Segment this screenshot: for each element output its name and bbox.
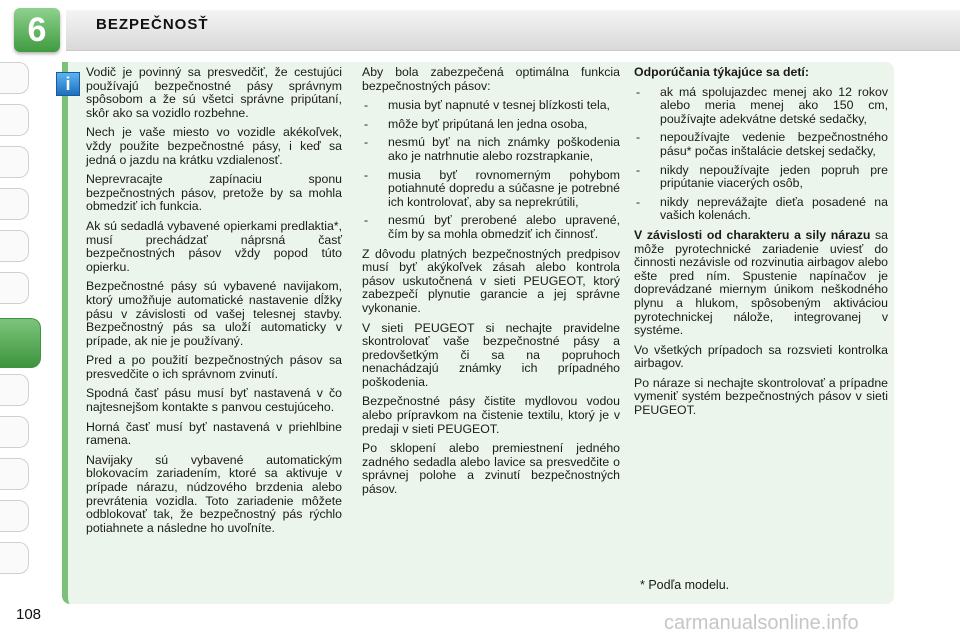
list-item: - nikdy nepoužívajte jeden popruh pre pripútanie viacerých osôb,: [634, 164, 888, 191]
paragraph: Z dôvodu platných bezpečnostných predpisov musí byť akýkoľvek zásah alebo kontrola pásov uskutočnená v sieti PEUGEOT, ktorý zabezpečí plynutie garancie a jej správne vykonanie.: [362, 246, 620, 315]
paragraph-intro: Aby bola zabezpečená optimálna funkcia bezpečnostných pásov:: [362, 65, 620, 93]
paragraph: Navijaky sú vybavené automatickým blokovacím zariadením, ktoré sa aktivuje v prípade nárazu, núdzového brzdenia alebo prevrátenia vozidla. Toto zariadenie môžete odblokovať tak, že bezpečnostný pás rýchlo potiahnete a následne ho uvoľníte.: [86, 452, 342, 535]
paragraph: Horná časť musí byť nastavená v priehlbine ramena.: [86, 419, 342, 448]
paragraph: Nech je vaše miesto vo vozidle akékoľvek, vždy použite bezpečnostné pásy, i keď sa jedná o jazdu na krátku vzdialenosť.: [86, 125, 342, 167]
page-header: [0, 0, 960, 56]
impact-text: sa môže pyrotechnické zariadenie uviesť do činnosti nezávisle od rozvinutia airbagov alebo ešte pred ním. Spustenie napínačov je doprevádzané miernym únikom neškodného plynu a hlukom, spôsobeným aktiváciou pyrotechnickej nálože, integrovanej v systéme.: [634, 227, 888, 338]
page-title: BEZPEČNOSŤ: [96, 16, 209, 33]
chapter-badge: 6: [14, 8, 60, 52]
chapter-tab-11[interactable]: [0, 500, 29, 532]
watermark: carmanualsonline.info: [664, 612, 859, 634]
chapter-tab-5[interactable]: [0, 230, 29, 262]
list-item: - musia byť rovnomerným pohybom potiahnuté dopredu a súčasne je potrebné ich kontrolovať, aby sa neprekrútili,: [362, 169, 620, 210]
chapter-tab-4[interactable]: [0, 188, 29, 220]
paragraph: Po náraze si nechajte skontrolovať a prípadne vymeniť systém bezpečnostných pásov v sieti PEUGEOT.: [634, 375, 888, 418]
paragraph: Ak sú sedadlá vybavené opierkami predlaktia*, musí prechádzať náprsná časť bezpečnostných pásov vždy popod túto opierku.: [86, 218, 342, 274]
chapter-tab-2[interactable]: [0, 104, 29, 136]
footnote: * Podľa modelu.: [640, 578, 730, 592]
paragraph: Pred a po použití bezpečnostných pásov sa presvedčite o ich správnom zvinutí.: [86, 353, 342, 381]
list-item: - nesmú byť prerobené alebo upravené, čím by sa mohla obmedziť ich činnosť.: [362, 214, 620, 241]
chapter-tab-3[interactable]: [0, 146, 29, 178]
paragraph: Bezpečnostné pásy sú vybavené navijakom, ktorý umožňuje automatické nastavenie dĺžky pásu v závislosti od vašej telesnej stavby. Bezpečnostný pás sa uloží automaticky v prípade, ak nie je používaný.: [86, 279, 342, 348]
list-item: - nikdy neprevážajte dieťa posadené na vašich kolenách.: [634, 196, 888, 223]
paragraph: Vodič je povinný sa presvedčiť, že cestujúci používajú bezpečnostné pásy správnym spôsobom a že sú všetci správne pripútaní, skôr ako sa vozidlo rozbehne.: [86, 65, 342, 120]
list-item: - nepoužívajte vedenie bezpečnostného pásu* počas inštalácie detskej sedačky,: [634, 131, 888, 158]
paragraph: Spodná časť pásu musí byť nastavená v čo najtesnejšom kontakte s panvou cestujúceho.: [86, 386, 342, 415]
paragraph-impact: [634, 229, 888, 338]
chapter-tab-9[interactable]: [0, 416, 29, 448]
section-heading: Odporúčania týkajúce sa detí:: [634, 65, 809, 79]
paragraph: Bezpečnostné pásy čistite mydlovou vodou alebo prípravkom na čistenie textilu, ktorý je v predaji v sieti PEUGEOT.: [362, 394, 620, 436]
paragraph: Po sklopení alebo premiestnení jedného zadného sedadla alebo lavice sa presvedčite o správnej polohe a zvinutí bezpečnostných pásov.: [362, 441, 620, 497]
chapter-tab-12[interactable]: [0, 542, 29, 574]
list-item: - nesmú byť na nich známky poškodenia ako je natrhnutie alebo rozstrapkanie,: [362, 136, 620, 163]
impact-bold-text: V závislosti od charakteru a sily nárazu: [634, 227, 871, 242]
paragraph: V sieti PEUGEOT si nechajte pravidelne skontrolovať vaše bezpečnostné pásy a predovšetkým či sa na popruhoch nenachádzajú známky ich prípadného poškodenia.: [362, 320, 620, 389]
paragraph: Neprevracajte zapínaciu sponu bezpečnostných pásov, pretože by sa mohla obmedziť ich funkcia.: [86, 172, 342, 214]
column-belt-function: [362, 66, 620, 503]
chapter-tab-7-active[interactable]: [0, 318, 41, 368]
children-advice-list: [634, 86, 888, 223]
column-children-advice: [634, 66, 888, 424]
info-icon: i: [56, 72, 80, 96]
chapter-tab-10[interactable]: [0, 458, 29, 490]
chapter-tab-8[interactable]: [0, 374, 29, 406]
list-item: - môže byť pripútaná len jedna osoba,: [362, 118, 620, 132]
chapter-tab-1[interactable]: [0, 62, 29, 94]
belt-conditions-list: [362, 99, 620, 241]
paragraph: Vo všetkých prípadoch sa rozsvieti kontrolka airbagov.: [634, 342, 888, 371]
list-item: - musia byť napnuté v tesnej blízkosti tela,: [362, 99, 620, 113]
column-general-info: [86, 66, 342, 541]
chapter-tab-6[interactable]: [0, 272, 29, 304]
page-number: 108: [16, 606, 42, 623]
list-item: - ak má spolujazdec menej ako 12 rokov alebo meria menej ako 150 cm, používajte adekvátne detské sedačky,: [634, 86, 888, 127]
